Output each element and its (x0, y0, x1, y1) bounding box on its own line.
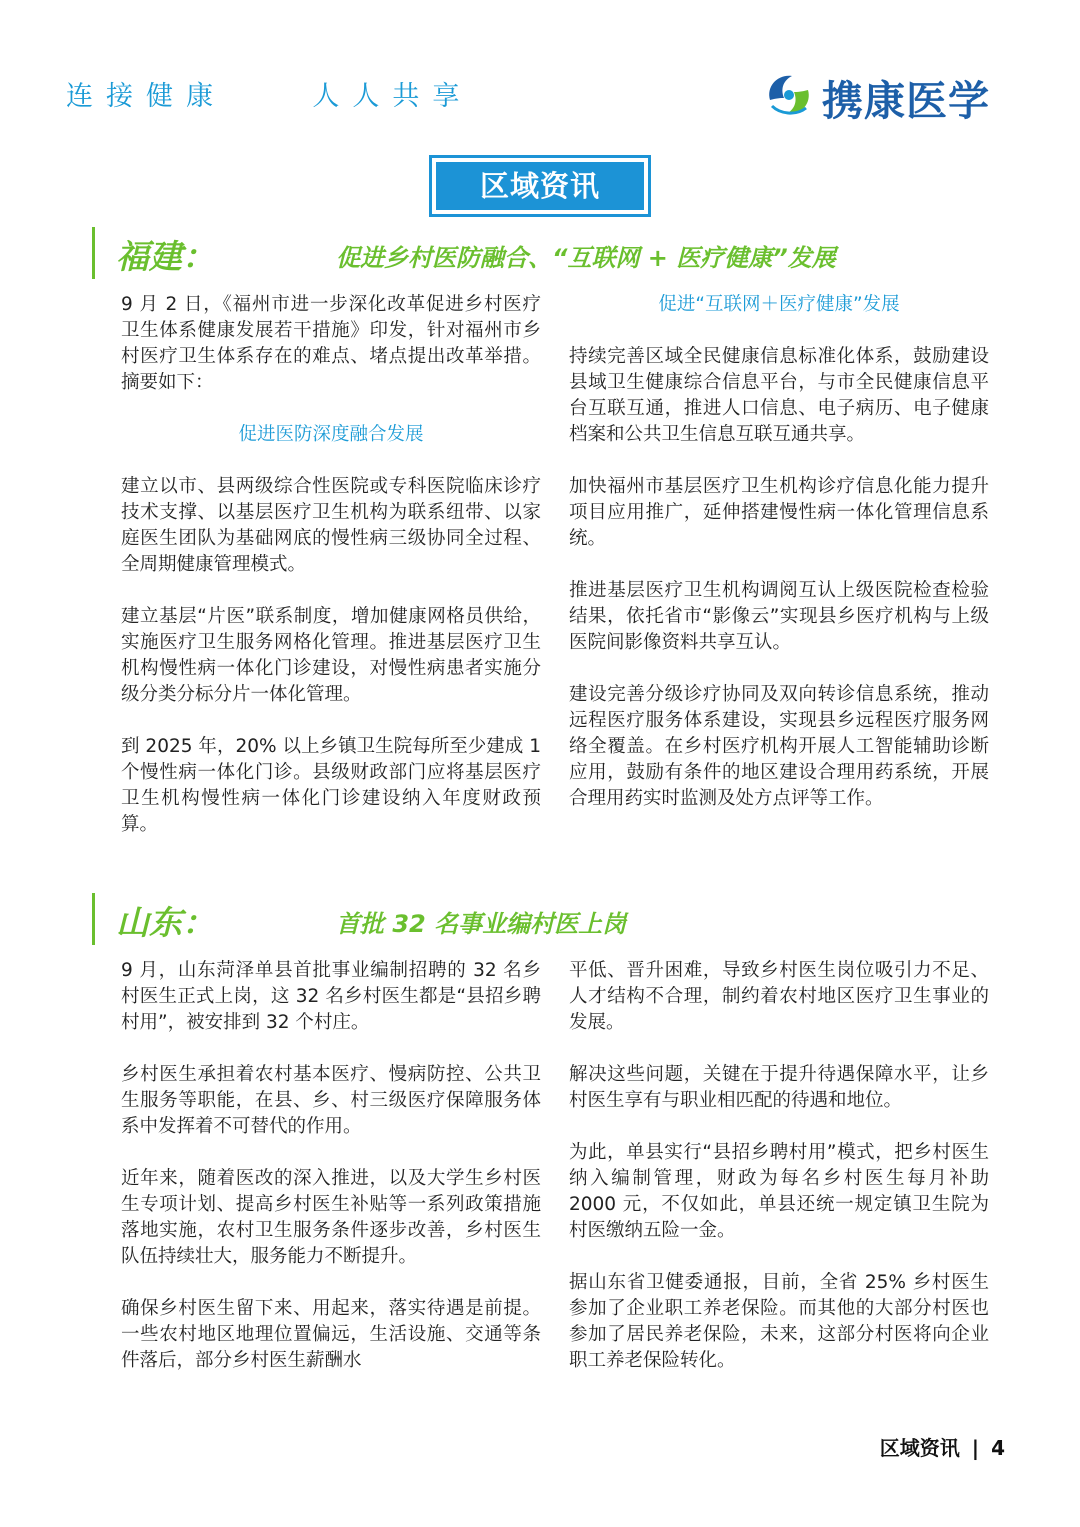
fujian-title: 促进乡村医防融合、“互联网 + 医疗健康”发展 (336, 244, 836, 272)
paragraph: 9 月，山东菏泽单县首批事业编制招聘的 32 名乡村医生正式上岗，这 32 名乡村医生都是“县招乡聘村用”，被安排到 32 个村庄。 (121, 960, 541, 1033)
slogan: 连接健康 人人共享 (66, 81, 473, 112)
paragraph: 平低、晋升困难，导致乡村医生岗位吸引力不足、人才结构不合理，制约着农村地区医疗卫生事业的发展。 (569, 960, 989, 1033)
paragraph: 持续完善区域全民健康信息标准化体系，鼓励建设县域卫生健康综合信息平台，与市全民健康信息平台互联互通，推进人口信息、电子病历、电子健康档案和公共卫生信息互联互通共享。 (569, 346, 989, 445)
page-footer (880, 1432, 1005, 1461)
paragraph: 为此，单县实行“县招乡聘村用”模式，把乡村医生纳入编制管理，财政为每名乡村医生每月补助 2000 元，不仅如此，单县还统一规定镇卫生院为村医缴纳五险一金。 (569, 1142, 989, 1241)
footer-separator: | (971, 1436, 980, 1460)
paragraph: 据山东省卫健委通报，目前，全省 25% 乡村医生参加了企业职工养老保险。而其他的大部分村医也参加了居民养老保险，未来，这部分村医将向企业职工养老保险转化。 (569, 1272, 989, 1371)
paragraph: 推进基层医疗卫生机构调阅互认上级医院检查检验结果，依托省市“影像云”实现县乡医疗机构与上级医院间影像资料共享互认。 (569, 580, 989, 653)
paragraph: 确保乡村医生留下来、用起来，落实待遇是前提。一些农村地区地理位置偏远，生活设施、交通等条件落后，部分乡村医生薪酬水 (121, 1298, 541, 1371)
heading-accent-bar (92, 893, 95, 945)
paragraph: 加快福州市基层医疗卫生机构诊疗信息化能力提升项目应用推广，延伸搭建慢性病一体化管理信息系统。 (569, 476, 989, 549)
footer-section: 区域资讯 (879, 1436, 960, 1460)
heading-accent-bar (92, 227, 95, 279)
shandong-right-column (569, 958, 989, 1374)
shandong-title: 首批 32 名事业编村医上岗 (336, 910, 627, 938)
fujian-heading (92, 227, 992, 279)
shandong-heading (92, 893, 992, 945)
paragraph: 到 2025 年，20% 以上乡镇卫生院每所至少建成 1 个慢性病一体化门诊。县级财政部门应将基层医疗卫生机构慢性病一体化门诊建设纳入年度财政预算。 (121, 736, 541, 835)
shandong-left-column (121, 958, 541, 1374)
paragraph: 建立基层“片医”联系制度，增加健康网格员供给，实施医疗卫生服务网格化管理。推进基层医疗卫生机构慢性病一体化门诊建设，对慢性病患者实施分级分类分标分片一体化管理。 (121, 606, 541, 705)
subheading: 促进医防深度融合发展 (238, 424, 424, 445)
paragraph: 建设完善分级诊疗协同及双向转诊信息系统，推动远程医疗服务体系建设，实现县乡远程医疗服务网络全覆盖。在乡村医疗机构开展人工智能辅助诊断应用，鼓励有条件的地区建设合理用药系统，开展合理用药实时监测及处方点评等工作。 (569, 684, 989, 809)
fujian-right-column (569, 292, 989, 812)
paragraph: 乡村医生承担着农村基本医疗、慢病防控、公共卫生服务等职能，在县、乡、村三级医疗保障服务体系中发挥着不可替代的作用。 (121, 1064, 541, 1137)
section-title: 区域资讯 (436, 162, 644, 210)
logo-text: 携康医学 (822, 77, 990, 125)
logo-hands-icon (762, 68, 816, 122)
logo (762, 66, 1022, 126)
shandong-region: 山东： (116, 903, 215, 942)
paragraph: 解决这些问题，关键在于提升待遇保障水平，让乡村医生享有与职业相匹配的待遇和地位。 (569, 1064, 989, 1111)
fujian-left-column (121, 292, 541, 838)
subheading: 促进“互联网＋医疗健康”发展 (658, 294, 900, 315)
paragraph: 建立以市、县两级综合性医院或专科医院临床诊疗技术支撑、以基层医疗卫生机构为联系纽带、以家庭医生团队为基础网底的慢性病三级协同全过程、全周期健康管理模式。 (121, 476, 541, 575)
paragraph: 近年来，随着医改的深入推进，以及大学生乡村医生专项计划、提高乡村医生补贴等一系列政策措施落地实施，农村卫生服务条件逐步改善，乡村医生队伍持续壮大，服务能力不断提升。 (121, 1168, 541, 1267)
page-number: 4 (991, 1436, 1005, 1460)
fujian-region: 福建： (116, 237, 215, 276)
paragraph: 9 月 2 日，《福州市进一步深化改革促进乡村医疗卫生体系健康发展若干措施》印发，针对福州市乡村医疗卫生体系存在的难点、堵点提出改革举措。摘要如下： (121, 294, 541, 393)
